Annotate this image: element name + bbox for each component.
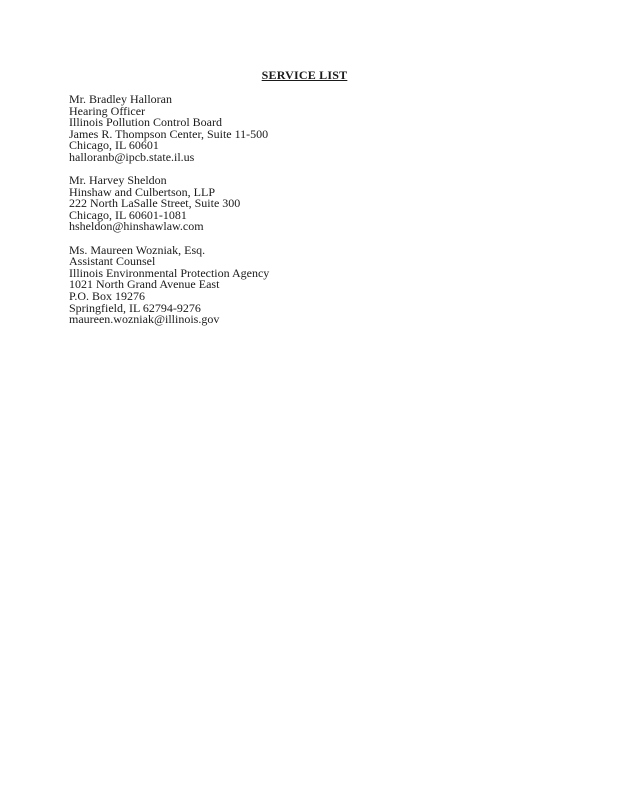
recipient-email: hsheldon@hinshawlaw.com (69, 219, 204, 234)
recipient-name: Mr. Harvey Sheldon (69, 173, 167, 188)
service-entry-sheldon (69, 175, 469, 233)
recipient-organization: Illinois Environmental Protection Agency (69, 265, 270, 280)
recipient-organization: Illinois Pollution Control Board (69, 115, 223, 130)
recipient-street-address: James R. Thompson Center, Suite 11-500 (69, 126, 269, 141)
recipient-city-state-zip: Chicago, IL 60601-1081 (69, 207, 187, 222)
recipient-city-state-zip: Chicago, IL 60601 (69, 138, 159, 153)
page-title: SERVICE LIST (261, 68, 348, 82)
recipient-title: Assistant Counsel (69, 254, 156, 269)
service-entry-wozniak (69, 242, 469, 327)
recipient-name: Mr. Bradley Halloran (69, 92, 172, 106)
recipient-title: Hearing Officer (69, 103, 146, 118)
service-list (69, 94, 469, 337)
service-entry-halloran (69, 94, 469, 164)
recipient-organization: Hinshaw and Culbertson, LLP (69, 184, 215, 199)
recipient-city-state-zip: Springfield, IL 62794-9276 (69, 300, 201, 315)
recipient-po-box: P.O. Box 19276 (69, 288, 146, 303)
recipient-street-address: 222 North LaSalle Street, Suite 300 (69, 196, 241, 211)
recipient-street-address: 1021 North Grand Avenue East (69, 277, 220, 292)
recipient-email: halloranb@ipcb.state.il.us (69, 149, 195, 164)
recipient-name: Ms. Maureen Wozniak, Esq. (69, 242, 206, 257)
recipient-email: maureen.wozniak@illinois.gov (69, 312, 220, 327)
